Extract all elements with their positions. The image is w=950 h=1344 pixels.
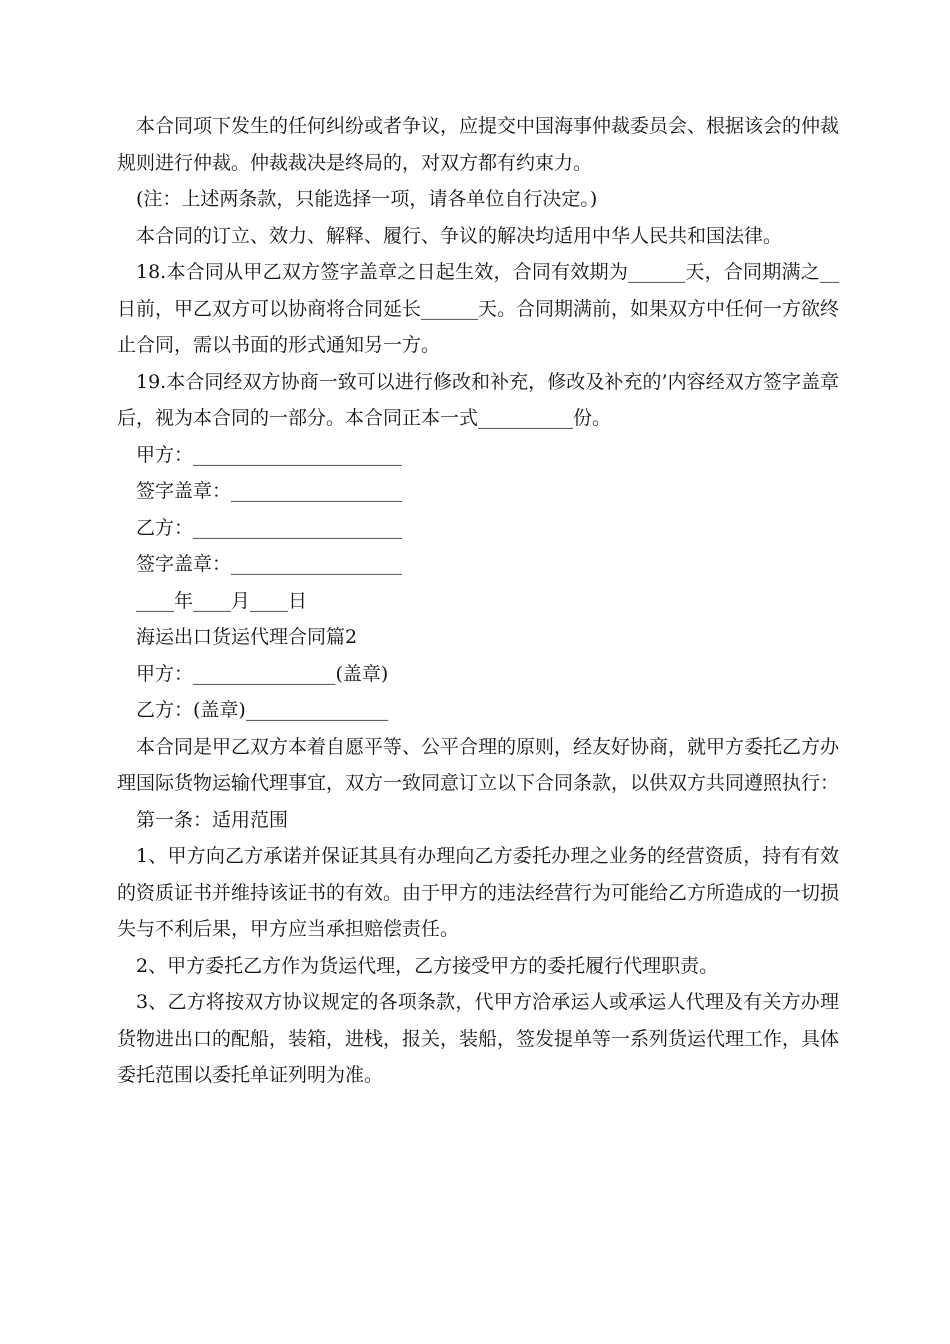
paragraph-arbitration: 本合同项下发生的任何纠纷或者争议，应提交中国海事仲裁委员会、根据该会的仲裁规则进行仲裁。仲裁裁决是终局的，对双方都有约束力。 bbox=[117, 115, 840, 174]
signature-seal-a: 签字盖章：__________________ bbox=[136, 480, 403, 502]
paragraph-clause-19: 19.本合同经双方协商一致可以进行修改和补充，修改及补充的’内容经双方签字盖章后，视为本合同的一部分。本合同正本一式__________份。 bbox=[117, 370, 839, 429]
paragraph-item-3: 3、乙方将按双方协议规定的各项条款，代甲方洽承运人或承运人代理及有关方办理货物进出口的配船，装箱，进栈，报关，装船，签发提单等一系列货运代理工作，具体委托范围以委托单证列明为准。 bbox=[117, 991, 840, 1086]
paragraph-clause-18: 18.本合同从甲乙双方签字盖章之日起生效，合同有效期为______天，合同期满之__日前，甲乙双方可以协商将合同延长______天。合同期满前，如果双方中任何一方欲终止合同，需以书面的形式通知另一方。 bbox=[117, 261, 840, 356]
article-1-heading: 第一条：适用范围 bbox=[136, 808, 289, 831]
signature-party-a: 甲方：______________________ bbox=[136, 443, 403, 466]
paragraph-item-2: 2、甲方委托乙方作为货运代理，乙方接受甲方的委托履行代理职责。 bbox=[136, 954, 719, 977]
paragraph-governing-law: 本合同的订立、效力、解释、履行、争议的解决均适用中华人民共和国法律。 bbox=[136, 224, 783, 247]
paragraph-item-1: 1、甲方向乙方承诺并保证其具有办理向乙方委托办理之业务的经营资质，持有有效的资质证书并维持该证书的有效。由于甲方的违法经营行为可能给乙方所造成的一切损失与不利后果，甲方应当承担赔偿责任。 bbox=[117, 845, 840, 940]
party-b-line: 乙方：(盖章)_______________ bbox=[136, 699, 389, 721]
document-body bbox=[117, 108, 839, 1094]
paragraph-note: (注：上述两条款，只能选择一项，请各单位自行决定。) bbox=[136, 188, 598, 210]
party-a-line: 甲方：_______________(盖章) bbox=[136, 662, 389, 685]
section-heading: 海运出口货运代理合同篇2 bbox=[136, 626, 358, 648]
signature-party-b: 乙方：______________________ bbox=[136, 516, 403, 539]
paragraph-preamble: 本合同是甲乙双方本着自愿平等、公平合理的原则，经友好协商，就甲方委托乙方办理国际货物运输代理事宜，双方一致同意订立以下合同条款，以供双方共同遵照执行： bbox=[117, 735, 840, 794]
signature-date: ____年____月____日 bbox=[136, 589, 308, 612]
signature-seal-b: 签字盖章：__________________ bbox=[136, 553, 403, 575]
